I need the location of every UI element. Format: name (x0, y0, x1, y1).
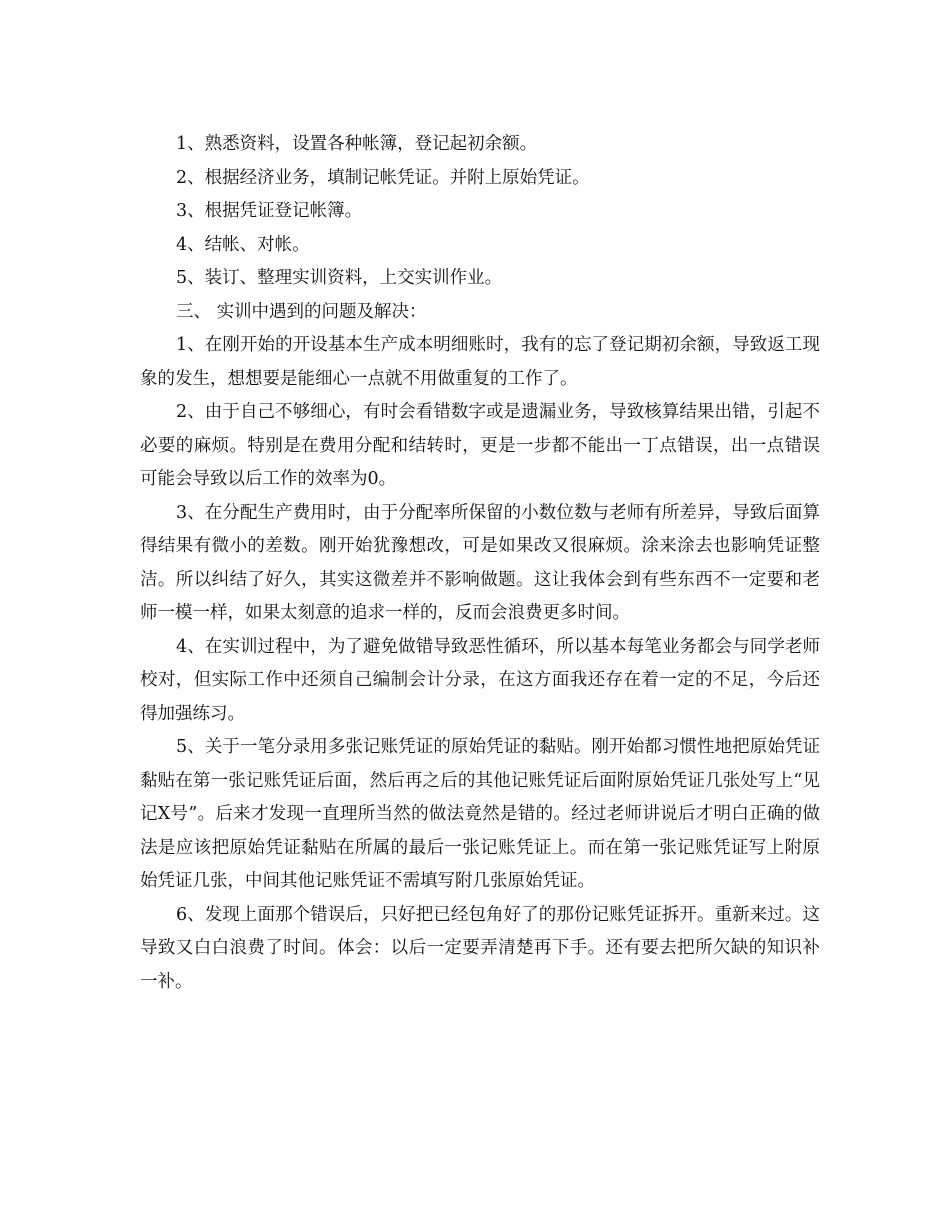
problem-6-paragraph: 6、发现上面那个错误后，只好把已经包角好了的那份记账凭证拆开。重新来过。这导致又白白浪费了时间。体会：以后一定要弄清楚再下手。还有要去把所欠缺的知识补一补。 (140, 904, 820, 992)
problem-1-paragraph: 1、在刚开始的开设基本生产成本明细账时，我有的忘了登记期初余额，导致返工现象的发生，想想要是能细心一点就不用做重复的工作了。 (140, 335, 820, 389)
problem-3-paragraph: 3、在分配生产费用时，由于分配率所保留的小数位数与老师有所差异，导致后面算得结果有微小的差数。刚开始犹豫想改，可是如果改又很麻烦。涂来涂去也影响凭证整洁。所以纠结了好久，其实这微差并不影响做题。这让我体会到有些东西不一定要和老师一模一样，如果太刻意的追求一样的，反而会浪费更多时间。 (140, 502, 820, 623)
step-4-paragraph: 4、结帐、对帐。 (176, 234, 310, 255)
step-1-paragraph: 1、熟悉资料，设置各种帐簿，登记起初余额。 (176, 134, 538, 154)
problem-4-paragraph: 4、在实训过程中，为了避免做错导致恶性循环，所以基本每笔业务都会与同学老师校对，但实际工作中还须自己编制会计分录，在这方面我还存在着一定的不足，今后还得加强练习。 (140, 636, 820, 724)
step-2-paragraph: 2、根据经济业务，填制记帐凭证。并附上原始凭证。 (176, 167, 590, 188)
problem-5-paragraph: 5、关于一笔分录用多张记账凭证的原始凭证的黏贴。刚开始都习惯性地把原始凭证黏贴在第一张记账凭证后面，然后再之后的其他记账凭证后面附原始凭证几张处写上“见记X号”。后来才发现一直理所当然的做法竟然是错的。经过老师讲说后才明白正确的做法是应该把原始凭证黏贴在所属的最后一张记账凭证上。而在第一张记账凭证写上附原始凭证几张，中间其他记账凭证不需填写附几张原始凭证。 (140, 737, 820, 891)
problem-2-paragraph: 2、由于自己不够细心，有时会看错数字或是遗漏业务，导致核算结果出错，引起不必要的麻烦。特别是在费用分配和结转时，更是一步都不能出一丁点错误，出一点错误可能会导致以后工作的效率为0。 (140, 402, 820, 489)
section-heading: 三、 实训中遇到的问题及解决： (176, 301, 427, 322)
step-3-paragraph: 3、根据凭证登记帐簿。 (176, 201, 363, 221)
document-body (140, 128, 820, 999)
step-5-paragraph: 5、装订、整理实训资料，上交实训作业。 (176, 268, 503, 288)
